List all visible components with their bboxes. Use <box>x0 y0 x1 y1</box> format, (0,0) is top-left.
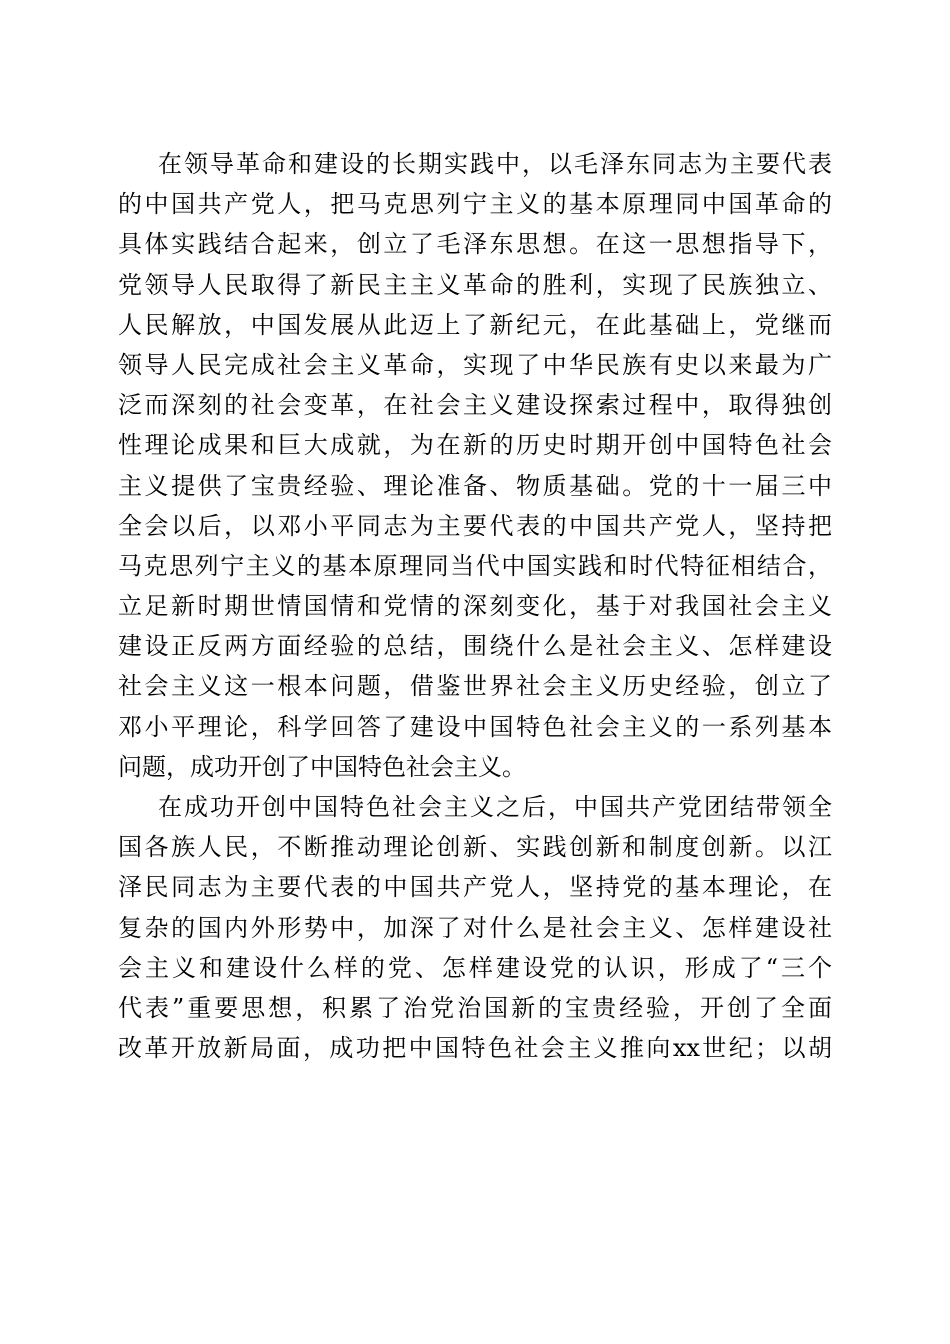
paragraph-1-line-3: 具体实践结合起来，创立了毛泽东思想。在这一思想指导下， <box>118 230 832 259</box>
paragraph-1-line-8: 性理论成果和巨大成就，为在新的历史时期开创中国特色社会 <box>118 431 832 460</box>
paragraph-1-line-1: 在领导革命和建设的长期实践中，以毛泽东同志为主要代表 <box>158 150 832 178</box>
paragraph-1-line-11: 马克思列宁主义的基本原理同当代中国实践和时代特征相结合， <box>118 551 832 580</box>
paragraph-2-line-5: 会主义和建设什么样的党、怎样建设党的认识，形成了“三个 <box>118 953 832 982</box>
paragraph-2-line-1: 在成功开创中国特色社会主义之后，中国共产党团结带领全 <box>158 793 832 821</box>
paragraph-2-line-3: 泽民同志为主要代表的中国共产党人，坚持党的基本理论，在 <box>118 873 832 902</box>
paragraph-1-line-12: 立足新时期世情国情和党情的深刻变化，基于对我国社会主义 <box>118 592 832 621</box>
paragraph-1-line-15: 邓小平理论，科学回答了建设中国特色社会主义的一系列基本 <box>118 712 832 741</box>
paragraph-1-line-6: 领导人民完成社会主义革命，实现了中华民族有史以来最为广 <box>118 350 832 379</box>
paragraph-1-line-9: 主义提供了宝贵经验、理论准备、物质基础。党的十一届三中 <box>118 471 832 500</box>
paragraph-2-line-6: 代表”重要思想，积累了治党治国新的宝贵经验，开创了全面 <box>118 993 832 1022</box>
paragraph-1-line-10: 全会以后，以邓小平同志为主要代表的中国共产党人，坚持把 <box>118 511 832 540</box>
paragraph-2-line-2: 国各族人民，不断推动理论创新、实践创新和制度创新。以江 <box>118 833 832 862</box>
paragraph-1-line-5: 人民解放，中国发展从此迈上了新纪元，在此基础上，党继而 <box>118 310 832 339</box>
paragraph-2-line-4: 复杂的国内外形势中，加深了对什么是社会主义、怎样建设社 <box>118 913 832 942</box>
paragraph-1-line-7: 泛而深刻的社会变革，在社会主义建设探索过程中，取得独创 <box>118 391 832 420</box>
paragraph-2-line-7: 改革开放新局面，成功把中国特色社会主义推向xx世纪；以胡 <box>118 1034 832 1063</box>
paragraph-1-line-16: 问题，成功开创了中国特色社会主义。 <box>118 752 526 781</box>
paragraph-1-line-14: 社会主义这一根本问题，借鉴世界社会主义历史经验，创立了 <box>118 672 832 701</box>
paragraph-1-line-4: 党领导人民取得了新民主主义革命的胜利，实现了民族独立、 <box>118 270 832 299</box>
paragraph-1-line-13: 建设正反两方面经验的总结，围绕什么是社会主义、怎样建设 <box>118 632 832 661</box>
paragraph-1-line-2: 的中国共产党人，把马克思列宁主义的基本原理同中国革命的 <box>118 190 832 219</box>
document-page <box>118 144 832 1068</box>
